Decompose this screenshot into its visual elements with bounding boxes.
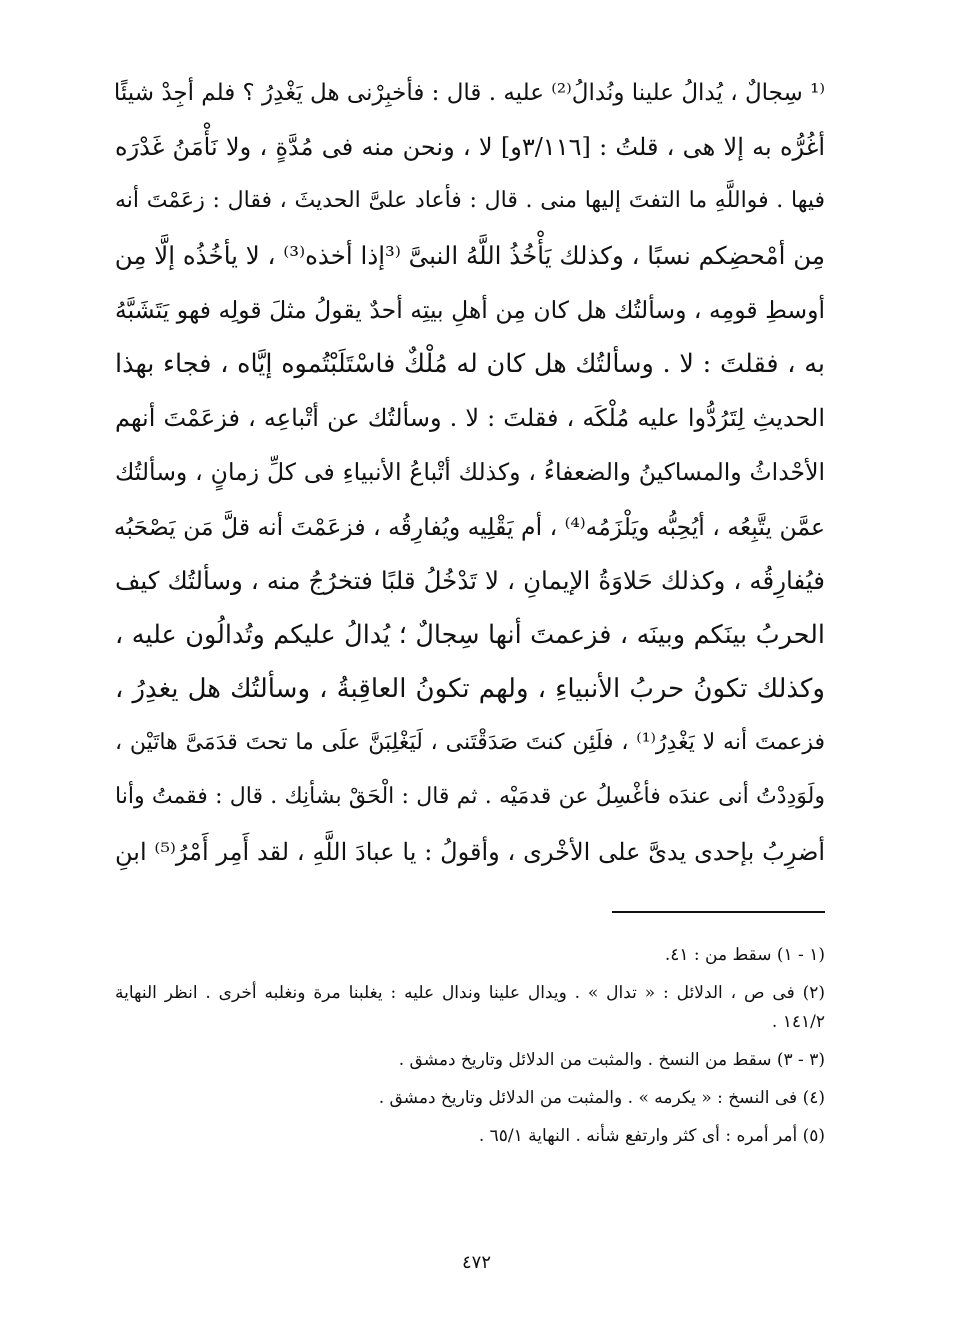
text-line: أوسطِ قومِه ، وسألتُك هل كان مِن أهلِ بيتِه أحدٌ يقولُ مثلَ قولِه فهو يَتَشَبَّهُ bbox=[115, 295, 825, 324]
main-text bbox=[115, 66, 825, 879]
footnote-line: (٢) فى ص ، الدلائل : « تدال » . ويدال علينا وندال عليه : يغلبنا مرة ونغلبه أخرى . انظر النهاية bbox=[115, 983, 825, 1003]
text-line: وكذلك تكونُ حربُ الأنبياءِ ، ولهم تكونُ العاقِبةُ ، وسألتُك هل يغدِرُ ، bbox=[115, 674, 825, 705]
footnote-2 bbox=[115, 979, 825, 1037]
text-line: أغُرُّه به إلا هى ، قلتُ : [٣/١١٦و] لا ، ونحن منه فى مُدَّةٍ ، ولا نَأْمَنُ غَدْرَه bbox=[115, 133, 825, 162]
footnote-line: ١٤١/٢ . bbox=[771, 1012, 825, 1032]
text-line: ⁽¹ سِجالٌ ، يُدالُ علينا ونُدالُ⁽²⁾ عليه . قال : فأخبِرْنى هل يَغْدِرُ ؟ فلم أجِدْ شيئًا bbox=[113, 80, 825, 106]
text-line: فيُفارِقُه ، وكذلك حَلاوَةُ الإيمانِ ، لا تَدْخُلُ قلبًا فتخرُجُ منه ، وسألتُك كيف bbox=[115, 565, 825, 595]
footnote-separator bbox=[612, 911, 825, 913]
text-line: ولَوَدِدْتُ أنى عندَه فأغْسِلُ عن قدمَيْه . ثم قال : الْحَقْ بشأنِك . قال : فقمتُ وأنا bbox=[115, 784, 825, 810]
text-line: أضرِبُ بإحدى يدىَّ على الأخْرى ، وأقولُ : يا عبادَ اللَّهِ ، لقد أَمِر أَمْرُ⁽⁵⁾ ابنِ bbox=[115, 837, 825, 866]
text-line: الحربُ بينَكم وبينَه ، فزعمتَ أنها سِجالٌ ؛ يُدالُ عليكم وتُدالُون عليه ، bbox=[115, 619, 825, 650]
footnote-line: (٣ - ٣) سقط من النسخ . والمثبت من الدلائل وتاريخ دمشق . bbox=[398, 1050, 825, 1070]
text-line: عمَّن يتَّبِعُه ، أيُحِبُّه ويَلْزَمُه⁽⁴⁾ ، أم يَقْلِيه ويُفارِقُه ، فزعَمْتَ أنه قلَّ مَن يَصْحَبُه bbox=[113, 512, 825, 541]
text-line: فيها . فواللَّهِ ما التفتَ إليها منى . قال : فأعاد علىَّ الحديثَ ، فقال : زعَمْتَ أنه bbox=[115, 188, 825, 214]
text-line: الأحْداثُ والمساكينُ والضعفاءُ ، وكذلك أتْباعُ الأنبياءِ فى كلِّ زمانٍ ، وسألتُك bbox=[115, 458, 825, 487]
footnote-5 bbox=[115, 1122, 825, 1151]
text-line: الحديثِ لِتَرُدُّوا عليه مُلْكَه ، فقلتَ : لا . وسألتُك عن أتْباعِه ، فزعَمْتَ أنهم bbox=[115, 404, 825, 433]
footnote-1 bbox=[115, 941, 825, 970]
text-line: فزعمتَ أنه لا يَغْدِرُ⁽¹⁾ ، فلَئِن كنتَ صَدَقْتَنى ، لَيَغْلِبَنَّ علَى ما تحتَ قدَمَىَّ هاتَيْن ، bbox=[115, 730, 825, 756]
footnote-line: (٥) أمر أمره : أى كثر وارتفع شأنه . النهاية ٦٥/١ . bbox=[478, 1126, 825, 1146]
footnote-3 bbox=[115, 1046, 825, 1075]
page-number: ٤٧٢ bbox=[461, 1252, 491, 1273]
text-line: به ، فقلتَ : لا . وسألتُك هل كان له مُلْكٌ فاسْتَلَبْتُموه إيَّاه ، فجاء بهذا bbox=[115, 348, 825, 379]
footnote-line: (٤) فى النسخ : « يكرمه » . والمثبت من الدلائل وتاريخ دمشق . bbox=[378, 1088, 825, 1108]
footnote-4 bbox=[115, 1084, 825, 1113]
footnotes bbox=[115, 941, 825, 1160]
footnote-line: (١ - ١) سقط من : ٤١. bbox=[664, 945, 825, 965]
text-line: مِن أمْحضِكم نسبًا ، وكذلك يَأْخُذُ اللَّهُ النبىَّ ⁽³إذا أخذه⁽³⁾ ، لا يأخُذُه إلَّا مِن bbox=[114, 240, 825, 270]
